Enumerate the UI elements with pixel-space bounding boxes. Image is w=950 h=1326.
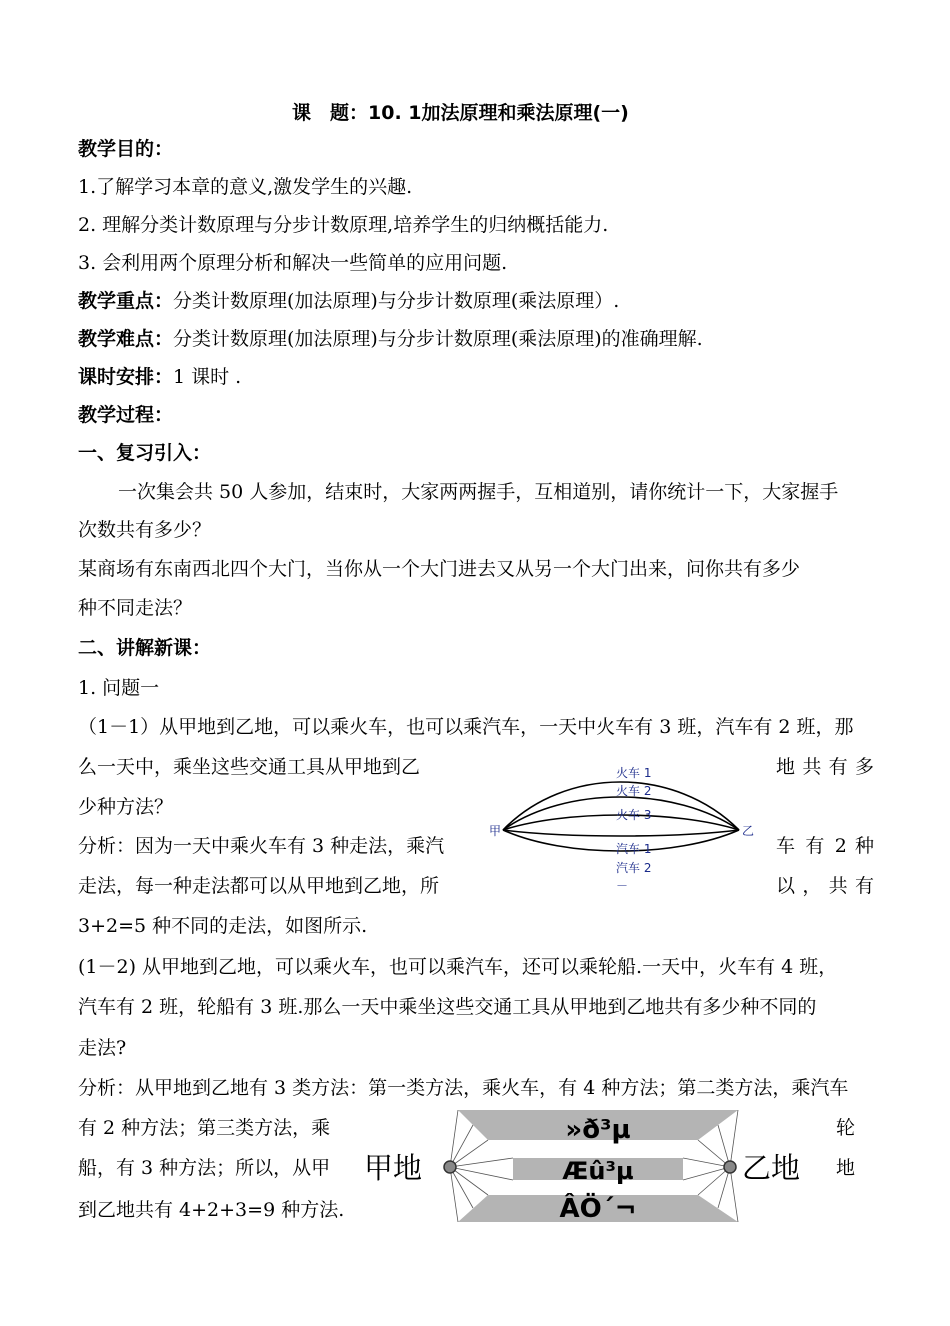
problem-title: 1. 问题一: [78, 677, 160, 699]
route-stray-mark: －: [616, 879, 629, 893]
review-heading: 一、复习引入：: [78, 442, 212, 464]
route-end-label: 乙: [742, 824, 755, 838]
route-start-label: 甲: [489, 824, 502, 838]
band-end-label: 乙地: [742, 1151, 801, 1185]
difficulties-label: 教学难点：: [78, 328, 174, 350]
review-paragraph-2-line-1: 某商场有东南西北四个大门，当你从一个大门进去又从另一个大门出来，问你共有多少: [78, 558, 801, 580]
page-title: 课 题：10. 1加法原理和乘法原理(一): [292, 102, 629, 124]
analysis-1-1-line-3: 3+2=5 种不同的走法，如图所示.: [78, 915, 368, 937]
analysis-1-1-line-2-left: 走法，每一种走法都可以从甲地到乙地，所: [78, 875, 440, 897]
problem-1-2-line-2: 汽车有 2 班，轮船有 3 班.那么一天中乘坐这些交通工具从甲地到乙地共有多少种不同的: [78, 996, 817, 1018]
problem-1-1-line-1: （1－1）从甲地到乙地，可以乘火车，也可以乘汽车，一天中火车有 3 班，汽车有 2 班，那: [78, 716, 854, 738]
route-label-bus-2: 汽车 2: [616, 861, 652, 875]
transport-band-diagram: [358, 1100, 834, 1224]
process-heading: 教学过程：: [78, 404, 174, 426]
band-train-label: »ð³µ: [565, 1115, 631, 1145]
analysis-1-1-line-2-right-text: 以 ， 共 有: [776, 875, 874, 897]
band-bus-label: Æû³µ: [562, 1157, 634, 1185]
route-label-train-1: 火车 1: [616, 766, 652, 780]
problem-1-1-line-2-right-text: 地 共 有 多: [776, 756, 874, 778]
difficulties-text: 分类计数原理(加法原理)与分步计数原理(乘法原理)的准确理解.: [173, 328, 703, 350]
route-label-train-3: 火车 3: [616, 808, 652, 822]
problem-1-1-line-2-right: [776, 755, 874, 779]
problem-1-1-line-3: 少种方法？: [78, 796, 174, 818]
start-node: [444, 1161, 456, 1173]
schedule-text: 1 课时 .: [173, 366, 242, 388]
key-points-text: 分类计数原理(加法原理)与分步计数原理(乘法原理）.: [173, 290, 620, 312]
analysis-1-1-line-1-left: 分析：因为一天中乘火车有 3 种走法，乘汽: [78, 835, 445, 857]
review-paragraph-1-line-1: 一次集会共 50 人参加，结束时，大家两两握手，互相道别，请你统计一下，大家握手: [118, 481, 839, 503]
difficulties: [78, 327, 703, 351]
routes-diagram: [485, 760, 767, 900]
problem-1-2-line-3: 走法?: [78, 1037, 127, 1059]
key-points: [78, 289, 619, 313]
analysis-1-2-line-1: 分析：从甲地到乙地有 3 类方法：第一类方法，乘火车，有 4 种方法；第二类方法，乘汽车: [78, 1077, 849, 1099]
analysis-1-1-line-1-right: [776, 834, 874, 858]
objective-item: 3. 会利用两个原理分析和解决一些简单的应用问题.: [78, 252, 508, 274]
new-lesson-heading: 二、讲解新课：: [78, 637, 212, 659]
band-ship-label: ÂÖ´¬: [559, 1194, 637, 1224]
analysis-1-2-line-4: 到乙地共有 4+2+3=9 种方法.: [78, 1199, 345, 1221]
schedule-label: 课时安排：: [78, 366, 174, 388]
route-label-train-2: 火车 2: [616, 784, 652, 798]
review-paragraph-2-line-2: 种不同走法？: [78, 597, 193, 619]
problem-1-2-line-1: (1－2) 从甲地到乙地，可以乘火车，也可以乘汽车，还可以乘轮船.一天中，火车有 4 班，: [78, 956, 838, 978]
band-start-label: 甲地: [364, 1151, 423, 1185]
schedule: [78, 365, 241, 389]
route-label-bus-1: 汽车 1: [616, 842, 652, 856]
analysis-1-2-line-2-right: 轮: [836, 1117, 856, 1139]
objective-item: 2. 理解分类计数原理与分步计数原理,培养学生的归纳概括能力.: [78, 214, 609, 236]
review-paragraph-1-line-2: 次数共有多少？: [78, 519, 212, 541]
analysis-1-2-line-2-left: 有 2 种方法；第三类方法，乘: [78, 1117, 331, 1139]
analysis-1-1-line-1-right-text: 车 有 2 种: [776, 835, 874, 857]
objectives-heading: 教学目的：: [78, 138, 174, 160]
end-node: [724, 1161, 736, 1173]
key-points-label: 教学重点：: [78, 290, 174, 312]
analysis-1-2-line-3-right: 地: [836, 1157, 856, 1179]
objective-item: 1.了解学习本章的意义,激发学生的兴趣.: [78, 176, 413, 198]
problem-1-1-line-2-left: 么一天中，乘坐这些交通工具从甲地到乙: [78, 756, 421, 778]
analysis-1-2-line-3-left: 船，有 3 种方法；所以，从甲: [78, 1157, 331, 1179]
analysis-1-1-line-2-right: [776, 874, 874, 898]
